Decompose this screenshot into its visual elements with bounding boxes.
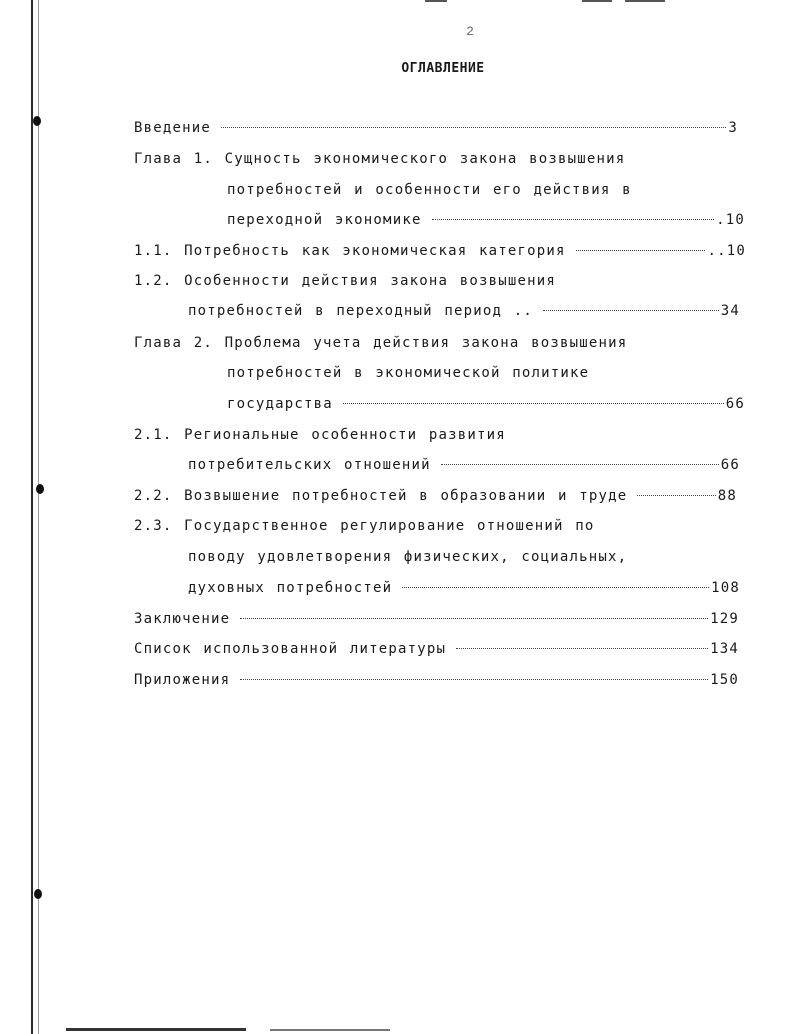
toc-page-number: 150: [710, 672, 739, 688]
toc-page-number: 34: [720, 303, 740, 319]
toc-page-number: 88: [717, 488, 737, 504]
leader-dots: [543, 309, 719, 311]
toc-section-2-1-line2: потребительских отношений 66: [188, 454, 740, 476]
toc-page-number: 3: [728, 120, 738, 136]
scan-bottom-mark: [270, 1029, 390, 1031]
toc-chapter-1-line1: Глава 1. Сущность экономического закона возвышения: [134, 151, 626, 167]
toc-entry-appendices: Приложения 150: [134, 669, 739, 691]
toc-section-2-3-line2: поводу удовлетворения физических, социальных,: [188, 549, 628, 565]
toc-section-1-2-line2: потребностей в переходный период .. 34: [188, 300, 740, 322]
toc-page-number: .10: [716, 212, 745, 228]
leader-dots: [441, 463, 719, 465]
toc-chapter-2-line1: Глава 2. Проблема учета действия закона возвышения: [134, 335, 628, 351]
scan-top-mark: [582, 0, 612, 2]
toc-entry-text: Введение: [134, 120, 212, 136]
toc-chapter-1-line2: потребностей и особенности его действия в: [227, 182, 632, 198]
toc-page-number: 66: [725, 396, 745, 412]
toc-section-2-1-line1: 2.1. Региональные особенности развития: [134, 427, 506, 443]
toc-page-number: ..10: [707, 243, 746, 259]
leader-dots: [637, 494, 715, 496]
scan-left-edge: [31, 0, 33, 1034]
toc-entry-references: Список использованной литературы 134: [134, 638, 739, 660]
scan-top-mark: [625, 0, 665, 2]
toc-section-1-1: 1.1. Потребность как экономическая категория ..10: [134, 240, 746, 262]
toc-section-1-2-line1: 1.2. Особенности действия закона возвышения: [134, 273, 557, 289]
toc-section-2-2: 2.2. Возвышение потребностей в образовании и труде 88: [134, 485, 737, 507]
toc-page-number: 129: [710, 611, 739, 627]
toc-chapter-2-line3: государства 66: [227, 393, 745, 415]
scan-top-mark: [425, 0, 447, 2]
toc-section-2-3-line1: 2.3. Государственное регулирование отношений по: [134, 518, 595, 534]
scan-bottom-mark: [66, 1028, 246, 1031]
toc-entry-intro: [134, 117, 738, 139]
scan-blot: [34, 889, 42, 899]
scan-blot: [33, 116, 41, 126]
toc-section-2-3-line3: духовных потребностей 108: [188, 577, 740, 599]
toc-chapter-2-line2: потребностей в экономической политике: [227, 365, 590, 381]
scan-left-edge-shadow: [38, 0, 39, 1034]
toc-page-number: 134: [710, 641, 739, 657]
leader-dots: [576, 249, 706, 251]
leader-dots: [456, 647, 708, 649]
page-number: 2: [466, 24, 474, 39]
leader-dots: [240, 678, 708, 680]
toc-page-number: 108: [711, 580, 740, 596]
leader-dots: [402, 586, 709, 588]
page-title: ОГЛАВЛЕНИЕ: [401, 61, 485, 76]
leader-dots: [240, 617, 708, 619]
toc-chapter-1-line3: переходной экономике .10: [227, 209, 745, 231]
leader-dots: [432, 218, 715, 220]
leader-dots: [343, 402, 724, 404]
toc-entry-conclusion: Заключение 129: [134, 608, 739, 630]
leader-dots: [221, 126, 726, 128]
toc-page-number: 66: [720, 457, 740, 473]
scan-blot: [36, 484, 44, 494]
